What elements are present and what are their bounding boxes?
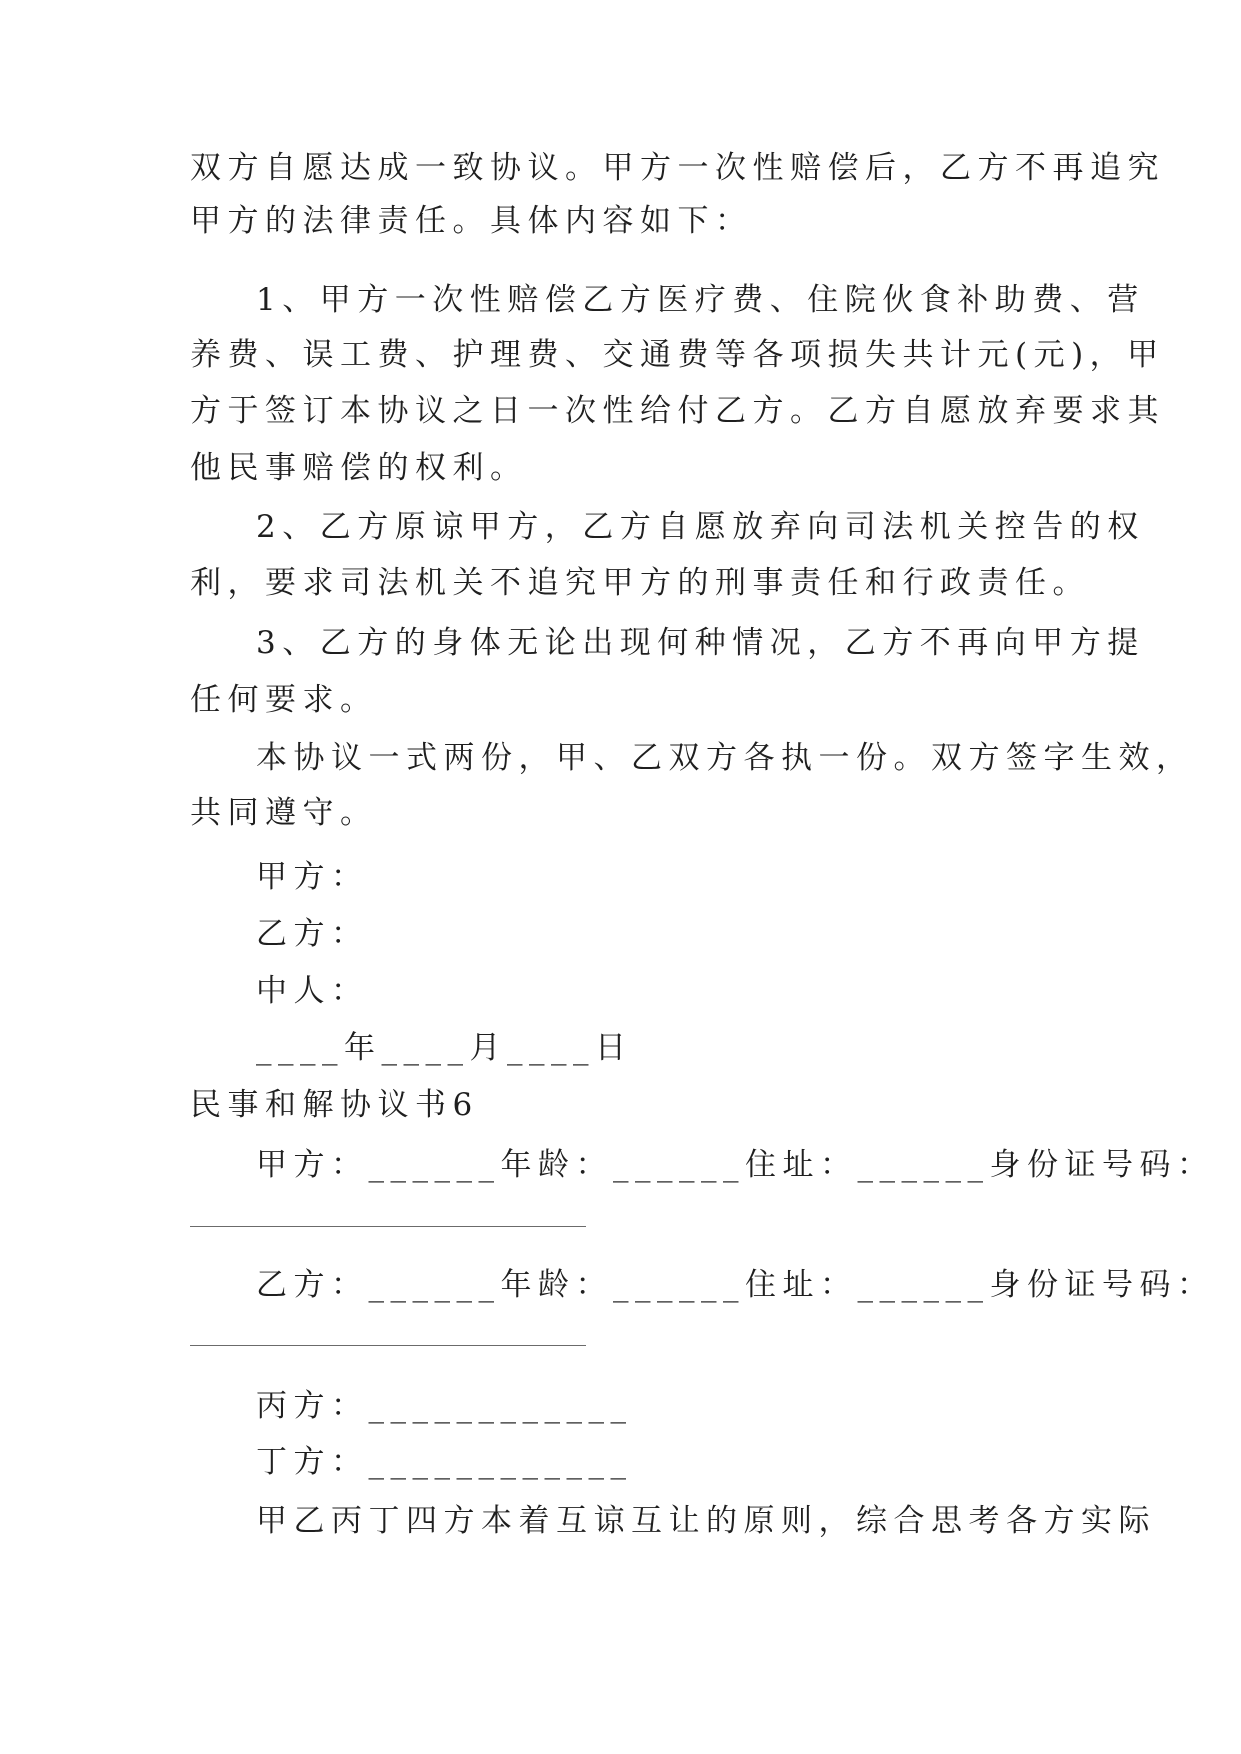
section-title: 民事和解协议书6	[190, 1087, 479, 1123]
clause-1-line: 他民事赔偿的权利。	[190, 450, 528, 486]
clause-1-line: 方于签订本协议之日一次性给付乙方。乙方自愿放弃要求其	[190, 393, 1165, 429]
clause-1-line: 1、甲方一次性赔偿乙方医疗费、住院伙食补助费、营	[256, 282, 1145, 318]
signature-date: ____年____月____日	[256, 1030, 633, 1066]
clause-2-line: 2、乙方原谅甲方，乙方自愿放弃向司法机关控告的权	[256, 509, 1145, 545]
party-d-line: 丁方：____________	[256, 1444, 633, 1480]
body-text-line: 甲方的法律责任。具体内容如下：	[190, 203, 753, 239]
signature-middleman: 中人：	[256, 973, 369, 1009]
clause-1-line: 养费、误工费、护理费、交通费等各项损失共计元(元)，甲	[190, 337, 1165, 373]
clause-3-line: 3、乙方的身体无论出现何种情况，乙方不再向甲方提	[256, 625, 1145, 661]
closing-text-line: 甲乙丙丁四方本着互谅互让的原则，综合思考各方实际	[256, 1503, 1156, 1539]
signature-party-b: 乙方：	[256, 916, 369, 952]
party-a-info-line: 甲方：______年龄：______住址：______身份证号码：	[256, 1147, 1215, 1183]
agreement-copies-line: 本协议一式两份，甲、乙双方各执一份。双方签字生效，	[256, 740, 1194, 776]
agreement-copies-line: 共同遵守。	[190, 795, 378, 831]
clause-2-line: 利，要求司法机关不追究甲方的刑事责任和行政责任。	[190, 565, 1090, 601]
id-number-blank-line	[190, 1345, 586, 1346]
party-b-info-line: 乙方：______年龄：______住址：______身份证号码：	[256, 1267, 1215, 1303]
clause-3-line: 任何要求。	[190, 682, 378, 718]
id-number-blank-line	[190, 1226, 586, 1227]
signature-party-a: 甲方：	[256, 859, 369, 895]
body-text-line: 双方自愿达成一致协议。甲方一次性赔偿后，乙方不再追究	[190, 150, 1165, 186]
party-c-line: 丙方：____________	[256, 1388, 633, 1424]
